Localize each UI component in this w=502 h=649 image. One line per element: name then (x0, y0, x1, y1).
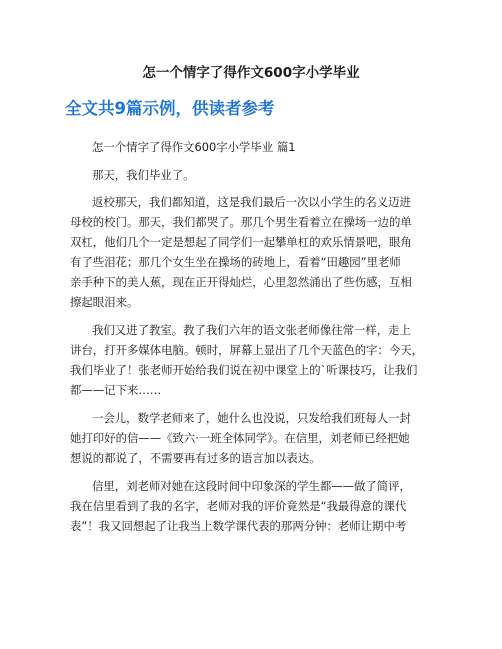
paragraph-line: 母校的校门。那天，我们都哭了。那几个男生看着立在操场一边的单 (70, 215, 412, 229)
paragraph-line: 讲台，打开多媒体电脑。顿时，屏幕上显出了几个天蓝色的字：今天， (70, 343, 424, 357)
paragraph-line: 双杠，他们几个一定是想起了同学们一起攀单杠的欢乐情景吧，眼角 (70, 235, 412, 249)
paragraph-line: 我们毕业了！张老师开始给我们说在初中课堂上的`听课技巧，让我们 (70, 363, 418, 377)
paragraph-line: 她打印好的信——《致六·一班全体同学》。在信里，刘老师已经把她 (70, 431, 410, 445)
paragraph-line: 我在信里看到了我的名字，老师对我的评价竟然是“我最得意的课代 (70, 499, 407, 513)
paragraph-line: 有了些泪花；那几个女生坐在操场的砖地上，看着“田趣园”里老师 (70, 255, 401, 269)
paragraph-line: 擦起眼泪来。 (70, 295, 139, 309)
paragraph-line: 信里，刘老师对她在这段时间中印象深的学生都——做了简评， (92, 479, 411, 493)
paragraph-line: 都——记下来…… (70, 383, 162, 397)
paragraph-line: 返校那天，我们都知道，这是我们最后一次以小学生的名义迈进 (92, 195, 411, 209)
document-subtitle: 全文共9篇示例，供读者参考 (65, 99, 275, 118)
paragraph-line: 一会儿，数学老师来了，她什么也没说，只发给我们班每人一封 (92, 411, 411, 425)
document-title: 怎一个情字了得作文600字小学毕业 (142, 65, 360, 81)
paragraph-line: 那天，我们毕业了。 (92, 168, 195, 182)
paragraph-line: 表”！我又回想起了让我当上数学课代表的那两分钟：老师让期中考 (70, 519, 407, 533)
paragraph-line: 我们又进了教室。教了我们六年的语文张老师像往常一样，走上 (92, 323, 411, 337)
paragraph-line: 想说的都说了，不需要再有过多的语言加以表达。 (70, 451, 321, 465)
paragraph-line: 亲手种下的美人蕉，现在正开得灿烂，心里忽然涌出了些伤感，互相 (70, 275, 412, 289)
section-heading: 怎一个情字了得作文600字小学毕业 篇1 (92, 140, 296, 154)
